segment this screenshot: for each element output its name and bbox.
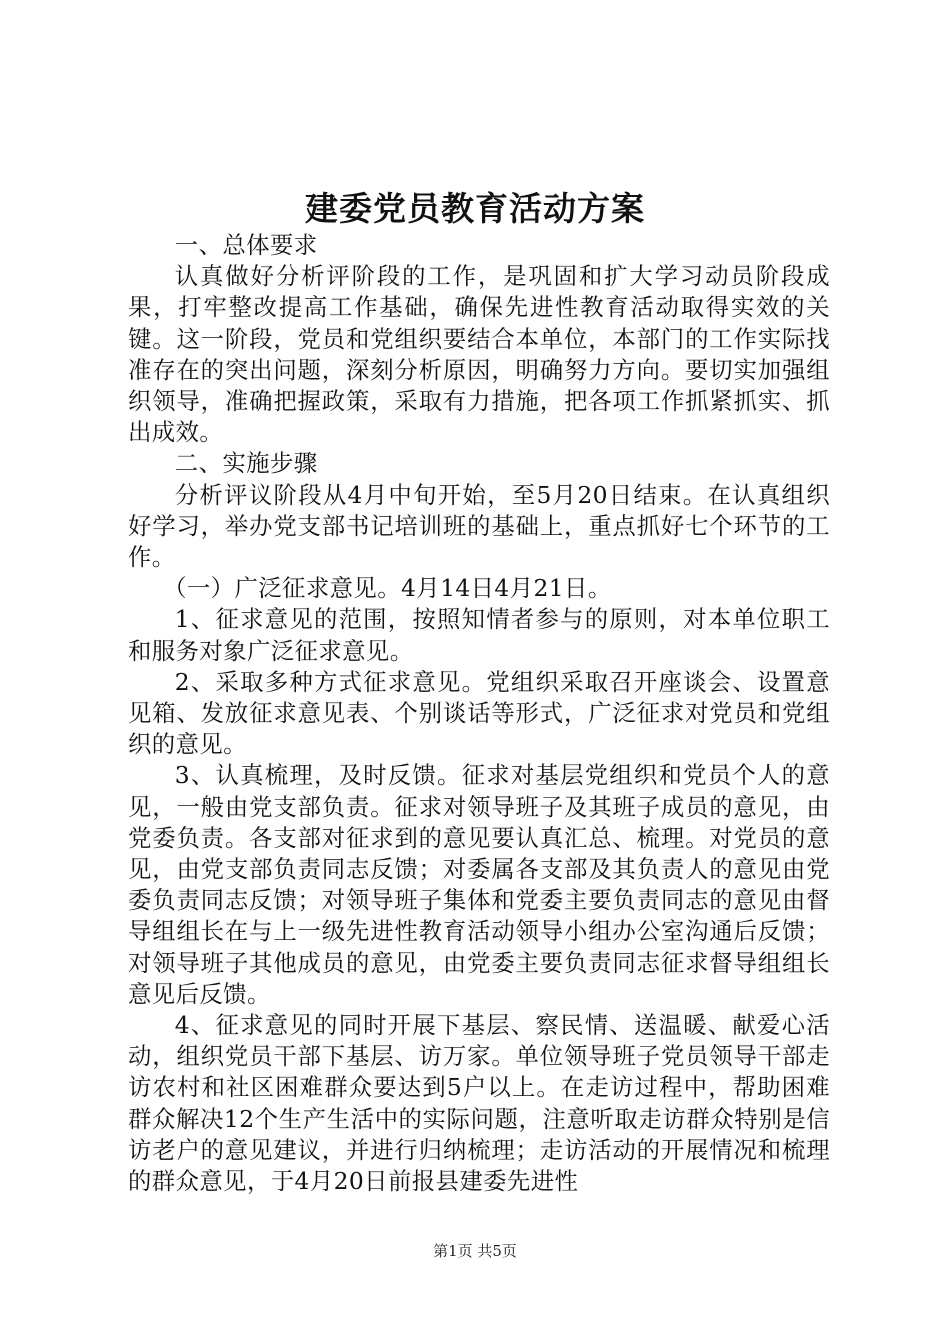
page-footer: 第1页 共5页 (433, 1242, 517, 1260)
section-heading-general-requirements: 一、总体要求 (174, 231, 318, 259)
paragraph-item-4: 4、征求意见的同时开展下基层、察民情、送温暖、献爱心活动，组织党员干部下基层、访万家。单位领导班子党员领导干部走访农村和社区困难群众要达到5户以上。在走访过程中，帮助困难群众解决12个生产生活中的实际问题，注意听取走访群众特别是信访老户的意见建议，并进行归纳梳理；走访活动的开展情况和梳理的群众意见，于4月20日前报县建委先进性 (128, 1011, 830, 1196)
sub-heading-collect-opinions: （一）广泛征求意见。4月14日4月21日。 (163, 574, 612, 603)
document-body (128, 230, 830, 1197)
paragraph-item-2: 2、采取多种方式征求意见。党组织采取召开座谈会、设置意见箱、发放征求意见表、个别谈话等形式，广泛征求对党员和党组织的意见。 (128, 667, 830, 759)
document-title: 建委党员教育活动方案 (305, 189, 645, 228)
paragraph-item-1: 1、征求意见的范围，按照知情者参与的原则，对本单位职工和服务对象广泛征求意见。 (128, 605, 830, 665)
paragraph-item-3: 3、认真梳理，及时反馈。征求对基层党组织和党员个人的意见，一般由党支部负责。征求对领导班子及其班子成员的意见，由党委负责。各支部对征求到的意见要认真汇总、梳理。对党员的意见，由党支部负责同志反馈；对委属各支部及其负责人的意见由党委负责同志反馈；对领导班子集体和党委主要负责同志的意见由督导组组长在与上一级先进性教育活动领导小组办公室沟通后反馈；对领导班子其他成员的意见，由党委主要负责同志征求督导组组长意见后反馈。 (128, 761, 830, 1008)
section-heading-implementation-steps: 二、实施步骤 (174, 449, 318, 478)
paragraph-implementation-intro: 分析评议阶段从4月中旬开始，至5月20日结束。在认真组织好学习，举办党支部书记培训班的基础上，重点抓好七个环节的工作。 (128, 480, 830, 572)
paragraph-general-requirements: 认真做好分析评阶段的工作，是巩固和扩大学习动员阶段成果，打牢整改提高工作基础，确保先进性教育活动取得实效的关键。这一阶段，党员和党组织要结合本单位，本部门的工作实际找准存在的突出问题，深刻分析原因，明确努力方向。要切实加强组织领导，准确把握政策，采取有力措施，把各项工作抓紧抓实、抓出成效。 (128, 262, 830, 447)
